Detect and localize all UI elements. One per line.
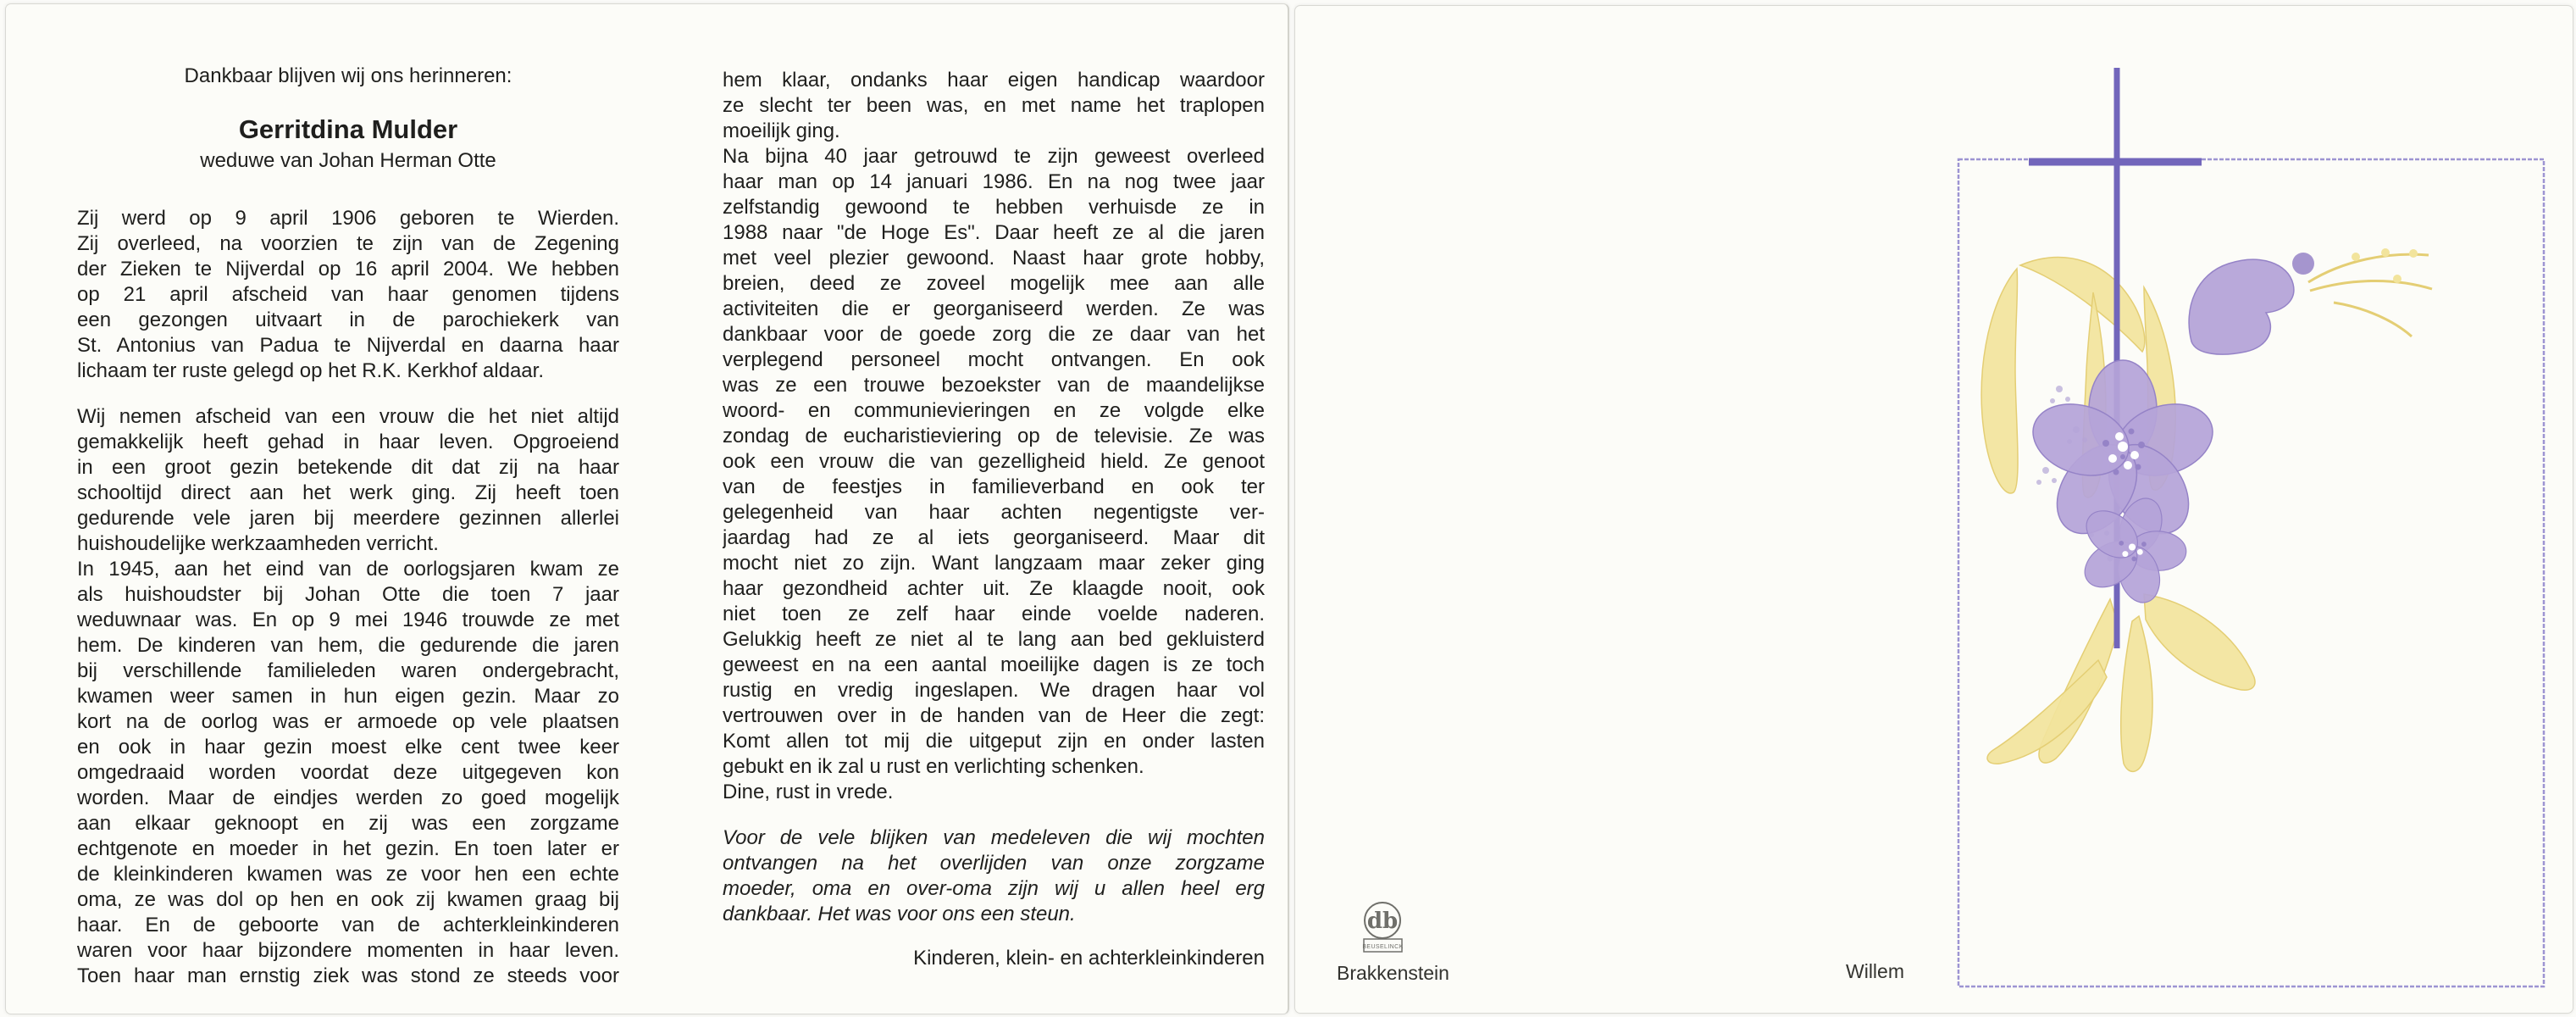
text-column-left (77, 64, 619, 989)
publisher-logo (1362, 901, 1404, 955)
memorial-card-cover-page (1294, 5, 2573, 1014)
text-line: bij verschillende familieleden waren ondergebracht, (77, 659, 619, 682)
publisher-monogram: db (1366, 909, 1399, 934)
text-line: worden. Maar de eindjes werden zo goed mogelijk (77, 786, 619, 809)
text-line: was ze een trouwe bezoekster van de maandelijkse (723, 374, 1265, 397)
text-line: huishoudelijke werkzaamheden verricht. (77, 532, 439, 555)
text-line: hem. De kinderen van hem, die gedurende die jaren (77, 634, 619, 657)
column1-paragraphs (77, 206, 619, 989)
text-line: gebukt en ik zal u rust en verlichting schenken. (723, 755, 1144, 778)
text-line: en ook in haar gezin moest elke cent twee keer (77, 736, 619, 759)
text-line: St. Antonius van Padua te Nijverdal en daarna haar (77, 334, 619, 357)
paragraph (723, 144, 1265, 780)
wheat-sprig (2308, 254, 2432, 336)
text-line: verplegend personeel mocht ontvangen. En ook (723, 348, 1265, 371)
text-line: Na bijna 40 jaar getrouwd te zijn geweest overleed (723, 145, 1265, 168)
text-line: woord- en communievieringen en ze volgde elke (723, 399, 1265, 422)
text-line: dankbaar. Het was voor ons een steun. (723, 903, 1076, 925)
text-line: vertrouwen over in de handen van de Heer die zegt: (723, 704, 1265, 727)
text-line: haar. En de geboorte van de achterkleinkinderen (77, 914, 619, 936)
publisher-name: BEUSELINCK (1362, 944, 1404, 950)
text-line: moeilijk ging. (723, 119, 840, 142)
text-line: Toen haar man ernstig ziek was stond ze steeds voor (77, 964, 619, 987)
text-line: 1988 naar "de Hoge Es". Daar heeft ze al die jaren (723, 221, 1265, 244)
text-line: ontvangen na het overlijden van onze zorgzame (723, 852, 1265, 875)
memorial-card-text-page (5, 3, 1289, 1014)
text-line: Gelukkig heeft ze niet al te lang aan bed gekluisterd (723, 628, 1265, 651)
paragraph (723, 825, 1265, 927)
text-line: gedurende vele jaren bij meerdere gezinnen allerlei (77, 507, 619, 530)
text-line: echtgenote en moeder in het gezin. En toen later er (77, 837, 619, 860)
paragraph (77, 206, 619, 384)
text-line: gemakkelijk heeft gehad in haar leven. Opgroeiend (77, 431, 619, 453)
column2-paragraphs (723, 68, 1265, 927)
text-line: breien, deed ze zoveel mogelijk mee aan alle (723, 272, 1265, 295)
signature-line: Kinderen, klein- en achterkleinkinderen (913, 947, 1265, 970)
leaves-lower (1987, 594, 2255, 771)
text-line: haar gezondheid achter uit. Ze klaagde nooit, ook (723, 577, 1265, 600)
text-line: mocht niet zo zijn. Want langzaam maar zeker ging (723, 552, 1265, 575)
text-line: geweest en na een aantal moeilijke dagen is ze toch (723, 653, 1265, 676)
text-line: Dine, rust in vrede. (723, 781, 894, 803)
text-line: niet toen ze zelf haar einde voelde naderen. (723, 603, 1265, 625)
text-line: oma, ze was dol op hen en ook zij kwamen graag bij (77, 888, 619, 911)
text-line: een gezongen uitvaart in de parochiekerk van (77, 308, 619, 331)
text-line: dankbaar voor de goede zorg die ze daar van het (723, 323, 1265, 346)
text-line: hem klaar, ondanks haar eigen handicap waardoor (723, 69, 1265, 92)
text-line: moeder, oma en over-oma zijn wij u allen heel erg (723, 877, 1265, 900)
text-line: activiteiten die er georganiseerd werden. Ze was (723, 297, 1265, 320)
text-line: Zij werd op 9 april 1906 geboren te Wierden. (77, 207, 619, 230)
text-line: Voor de vele blijken van medeleven die wij mochten (723, 826, 1265, 849)
text-line: in een groot gezin betekende dit dat zij na haar (77, 456, 619, 479)
text-line: In 1945, aan het eind van de oorlogsjaren kwam ze (77, 558, 619, 581)
text-line: Wij nemen afscheid van een vrouw die het niet altijd (77, 405, 619, 428)
paragraph (77, 557, 619, 989)
text-line: lichaam ter ruste gelegd op het R.K. Kerkhof aldaar. (77, 359, 544, 382)
text-line: der Zieken te Nijverdal op 16 april 2004. We hebben (77, 258, 619, 281)
text-line: jaardag had ze al iets georganiseerd. Maar dit (723, 526, 1265, 549)
intro-line: Dankbaar blijven wij ons herinneren: (184, 64, 512, 87)
text-line: weduwnaar was. En op 9 mei 1946 trouwde ze met (77, 609, 619, 631)
text-line: omgedraaid worden voordat deze uitgegeven kon (77, 761, 619, 784)
cover-artwork (1295, 6, 2573, 1013)
text-line: de kleinkinderen kwamen was ze voor hen een echte (77, 863, 619, 886)
text-line: op 21 april afscheid van haar genomen tijdens (77, 283, 619, 306)
text-line: kort na de oorlog was er armoede op vele plaatsen (77, 710, 619, 733)
caption-willem: Willem (1846, 960, 1904, 982)
text-line: met veel plezier gewoond. Naast haar grote hobby, (723, 247, 1265, 270)
text-line: kwamen weer samen in hun eigen gezin. Maar zo (77, 685, 619, 708)
paragraph (723, 68, 1265, 144)
text-line: schooltijd direct aan het werk ging. Zij heeft toen (77, 481, 619, 504)
text-line: als huishoudster bij Johan Otte die toen 7 jaar (77, 583, 619, 606)
text-line: gelegenheid van haar achten negentigste ver- (723, 501, 1265, 524)
relation-line: weduwe van Johan Herman Otte (200, 149, 496, 172)
memorial-header (77, 64, 619, 174)
text-line: zondag de eucharistieviering op de televisie. Ze was (723, 425, 1265, 447)
text-line: haar man op 14 januari 1986. En na nog twee jaar (723, 170, 1265, 193)
flower-bud (2189, 253, 2314, 354)
paragraph (77, 404, 619, 557)
text-column-right (723, 68, 1265, 971)
text-line: van de feestjes in familieverband en ook ter (723, 475, 1265, 498)
caption-brakkenstein: Brakkenstein (1337, 962, 1449, 984)
text-line: ze slecht ter been was, en met name het traplopen (723, 94, 1265, 117)
text-line: aan elkaar geknoopt en zij was een zorgzame (77, 812, 619, 835)
text-line: waren voor haar bijzondere momenten in haar leven. (77, 939, 619, 962)
paragraph (723, 780, 1265, 805)
text-line: zelfstandig gewoond te hebben verhuisde ze in (723, 196, 1265, 219)
text-line: rustig en vredig ingeslapen. We dragen haar vol (723, 679, 1265, 702)
text-line: Zij overleed, na voorzien te zijn van de Zegening (77, 232, 619, 255)
text-line: Komt allen tot mij die uitgeput zijn en onder lasten (723, 730, 1265, 753)
text-line: ook een vrouw die van gezelligheid hield. Ze genoot (723, 450, 1265, 473)
deceased-name: Gerritdina Mulder (238, 114, 458, 144)
